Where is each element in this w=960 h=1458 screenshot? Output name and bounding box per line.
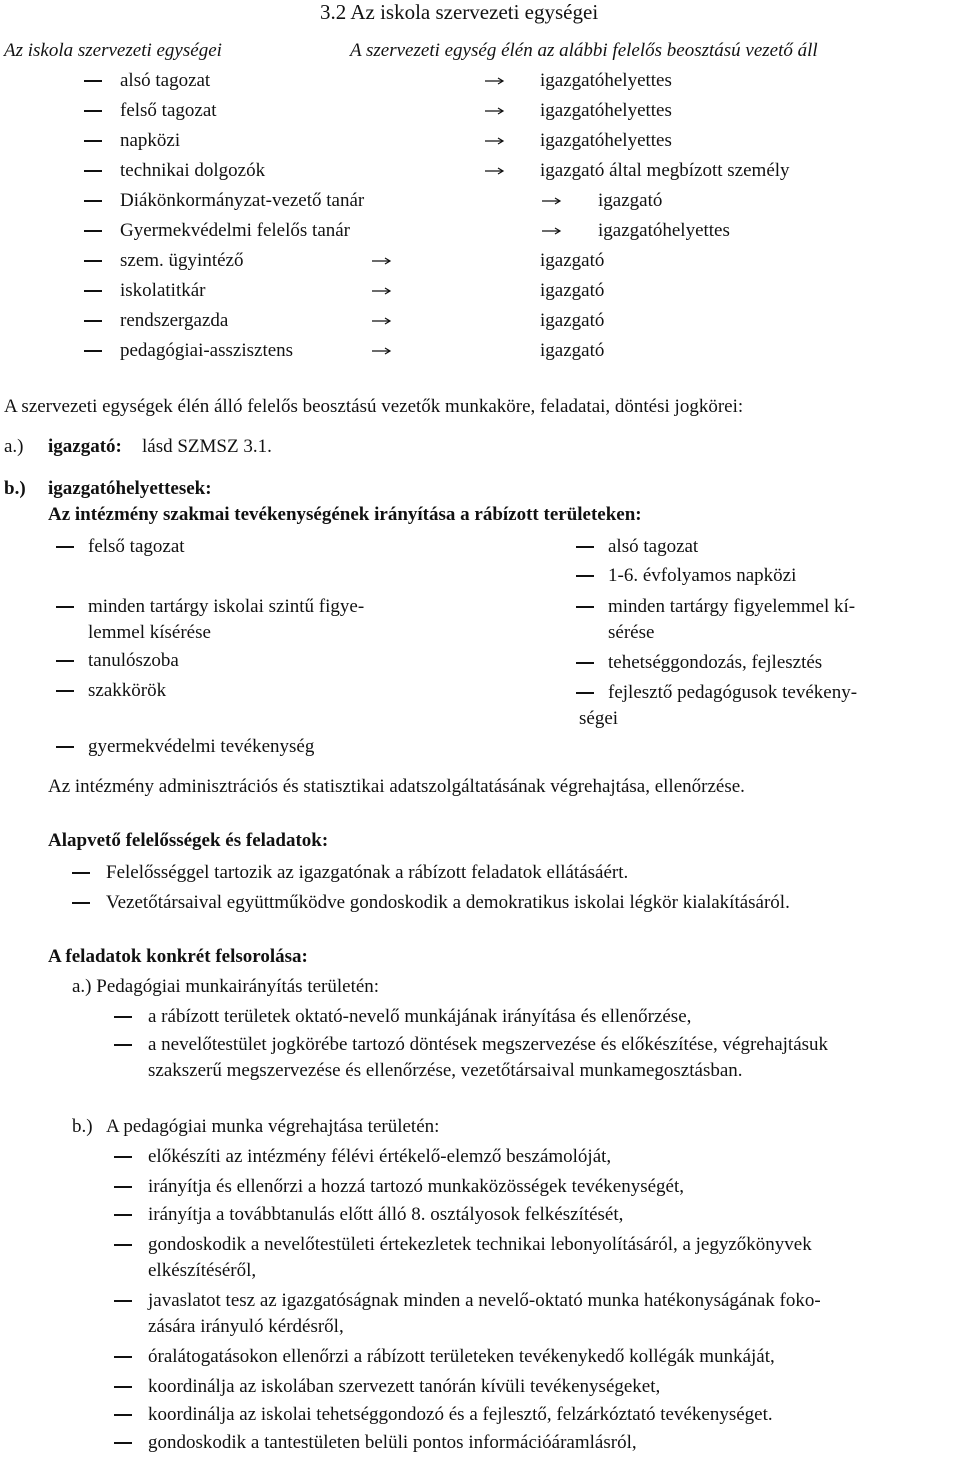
- area-item-continued: lemmel kísérése: [88, 622, 211, 643]
- unit-leader: igazgató által megbízott személy: [540, 160, 790, 181]
- table-header-right: A szervezeti egység élén az alábbi felelős beosztású vezető áll: [350, 40, 818, 61]
- dash-bullet: [56, 546, 74, 548]
- dash-bullet: [72, 872, 90, 874]
- section-title: 3.2 Az iskola szervezeti egységei: [320, 0, 599, 24]
- dash-bullet: [114, 1244, 132, 1246]
- unit-leader: igazgató: [598, 190, 663, 211]
- task-item: gondoskodik a tantestületen belüli pontos információáramlásról,: [148, 1432, 637, 1453]
- area-item: gyermekvédelmi tevékenység: [88, 736, 315, 757]
- dash-bullet: [576, 692, 594, 694]
- area-item: tehetséggondozás, fejlesztés: [608, 652, 823, 673]
- unit-name: Diákönkormányzat-vezető tanár: [120, 190, 365, 211]
- unit-leader: igazgatóhelyettes: [540, 70, 672, 91]
- tasks-heading: A feladatok konkrét felsorolása:: [48, 946, 308, 967]
- task-item-continued: zására irányuló kérdésről,: [148, 1316, 344, 1337]
- arrow-icon: [485, 106, 505, 116]
- unit-name: Gyermekvédelmi felelős tanár: [120, 220, 351, 241]
- arrow-icon: [372, 256, 392, 266]
- admin-line: Az intézmény adminisztrációs és statisztikai adatszolgáltatásának végrehajtása, ellenőrzése.: [48, 776, 745, 797]
- unit-leader: igazgatóhelyettes: [540, 100, 672, 121]
- responsibilities-heading: Alapvető felelősségek és feladatok:: [48, 830, 329, 851]
- area-item-continued: sérése: [608, 622, 655, 643]
- unit-name: rendszergazda: [120, 310, 229, 331]
- dash-bullet: [576, 662, 594, 664]
- dash-bullet: [84, 200, 102, 202]
- arrow-icon: [372, 316, 392, 326]
- dash-bullet: [114, 1300, 132, 1302]
- task-item-continued: szakszerű megszervezése és ellenőrzése, vezetőtársaival munkamegosztásban.: [148, 1060, 743, 1081]
- task-item: a nevelőtestület jogkörébe tartozó döntések megszervezése és előkészítése, végrehajtásuk: [148, 1034, 829, 1055]
- dash-bullet: [84, 80, 102, 82]
- unit-leader: igazgatóhelyettes: [598, 220, 730, 241]
- intro-text: A szervezeti egységek élén álló felelős beosztású vezetők munkaköre, feladatai, döntési jogkörei:: [4, 396, 744, 417]
- task-item: koordinálja az iskolában szervezett tanórán kívüli tevékenységeket,: [148, 1376, 661, 1397]
- dash-bullet: [56, 606, 74, 608]
- item-b-marker: b.): [4, 478, 26, 499]
- dash-bullet: [114, 1414, 132, 1416]
- dash-bullet: [84, 290, 102, 292]
- unit-name: alsó tagozat: [120, 70, 211, 91]
- area-item: felső tagozat: [88, 536, 185, 557]
- task-item: gondoskodik a nevelőtestületi értekezletek technikai lebonyolításáról, a jegyzőkönyvek: [148, 1234, 812, 1255]
- dash-bullet: [72, 902, 90, 904]
- dash-bullet: [84, 260, 102, 262]
- dash-bullet: [114, 1044, 132, 1046]
- dash-bullet: [84, 350, 102, 352]
- dash-bullet: [56, 746, 74, 748]
- task-item: a rábízott területek oktató-nevelő munkájának irányítása és ellenőrzése,: [148, 1006, 692, 1027]
- unit-leader: igazgatóhelyettes: [540, 130, 672, 151]
- task-item-continued: elkészítéséről,: [148, 1260, 257, 1281]
- unit-leader: igazgató: [540, 310, 605, 331]
- dash-bullet: [84, 230, 102, 232]
- tasks-b-marker: b.): [72, 1116, 93, 1137]
- task-item: irányítja és ellenőrzi a hozzá tartozó munkaközösségek tevékenységét,: [148, 1176, 684, 1197]
- area-item-continued: ségei: [579, 708, 619, 729]
- tasks-a-title: a.) Pedagógiai munkairányítás területén:: [72, 976, 380, 997]
- item-a-text: lásd SZMSZ 3.1.: [142, 436, 272, 457]
- unit-leader: igazgató: [540, 280, 605, 301]
- arrow-icon: [372, 346, 392, 356]
- unit-name: iskolatitkár: [120, 280, 206, 301]
- arrow-icon: [542, 226, 562, 236]
- item-b-subtitle: Az intézmény szakmai tevékenységének irányítása a rábízott területeken:: [48, 504, 642, 525]
- task-item: irányítja a továbbtanulás előtt álló 8. osztályosok felkészítését,: [148, 1204, 624, 1225]
- unit-name: napközi: [120, 130, 181, 151]
- dash-bullet: [114, 1214, 132, 1216]
- dash-bullet: [114, 1186, 132, 1188]
- unit-leader: igazgató: [540, 340, 605, 361]
- area-item: alsó tagozat: [608, 536, 699, 557]
- tasks-b-title: A pedagógiai munka végrehajtása területén:: [106, 1116, 440, 1137]
- dash-bullet: [114, 1356, 132, 1358]
- dash-bullet: [84, 110, 102, 112]
- dash-bullet: [114, 1156, 132, 1158]
- dash-bullet: [56, 690, 74, 692]
- area-item: minden tartárgy figyelemmel kí-: [608, 596, 856, 617]
- arrow-icon: [485, 166, 505, 176]
- area-item: tanulószoba: [88, 650, 179, 671]
- unit-name: szem. ügyintéző: [120, 250, 244, 271]
- dash-bullet: [84, 140, 102, 142]
- dash-bullet: [56, 660, 74, 662]
- unit-leader: igazgató: [540, 250, 605, 271]
- table-header-left: Az iskola szervezeti egységei: [4, 40, 222, 61]
- unit-name: technikai dolgozók: [120, 160, 266, 181]
- arrow-icon: [542, 196, 562, 206]
- dash-bullet: [114, 1386, 132, 1388]
- task-item: előkészíti az intézmény félévi értékelő-elemző beszámolóját,: [148, 1146, 612, 1167]
- dash-bullet: [114, 1016, 132, 1018]
- arrow-icon: [485, 76, 505, 86]
- dash-bullet: [84, 320, 102, 322]
- dash-bullet: [576, 606, 594, 608]
- dash-bullet: [576, 575, 594, 577]
- arrow-icon: [485, 136, 505, 146]
- dash-bullet: [114, 1442, 132, 1444]
- task-item: koordinálja az iskolai tehetséggondozó és a fejlesztő, felzárkóztató tevékenységet.: [148, 1404, 773, 1425]
- area-item: 1-6. évfolyamos napközi: [608, 565, 797, 586]
- item-a-label: igazgató:: [48, 436, 122, 457]
- dash-bullet: [84, 170, 102, 172]
- item-b-label: igazgatóhelyettesek:: [48, 478, 212, 499]
- task-item: javaslatot tesz az igazgatóságnak minden a nevelő-oktató munka hatékonyságának foko-: [148, 1290, 821, 1311]
- responsibility-item: Felelősséggel tartozik az igazgatónak a rábízott feladatok ellátásáért.: [106, 862, 629, 883]
- task-item: óralátogatásokon ellenőrzi a rábízott területeken tevékenykedő kollégák munkáját,: [148, 1346, 775, 1367]
- area-item: minden tartárgy iskolai szintű figye-: [88, 596, 365, 617]
- responsibility-item: Vezetőtársaival együttműködve gondoskodik a demokratikus iskolai légkör kialakításáról.: [106, 892, 790, 913]
- unit-name: felső tagozat: [120, 100, 217, 121]
- dash-bullet: [576, 546, 594, 548]
- item-a-marker: a.): [4, 436, 24, 457]
- arrow-icon: [372, 286, 392, 296]
- area-item: fejlesztő pedagógusok tevékeny-: [608, 682, 858, 703]
- area-item: szakkörök: [88, 680, 167, 701]
- unit-name: pedagógiai-asszisztens: [120, 340, 294, 361]
